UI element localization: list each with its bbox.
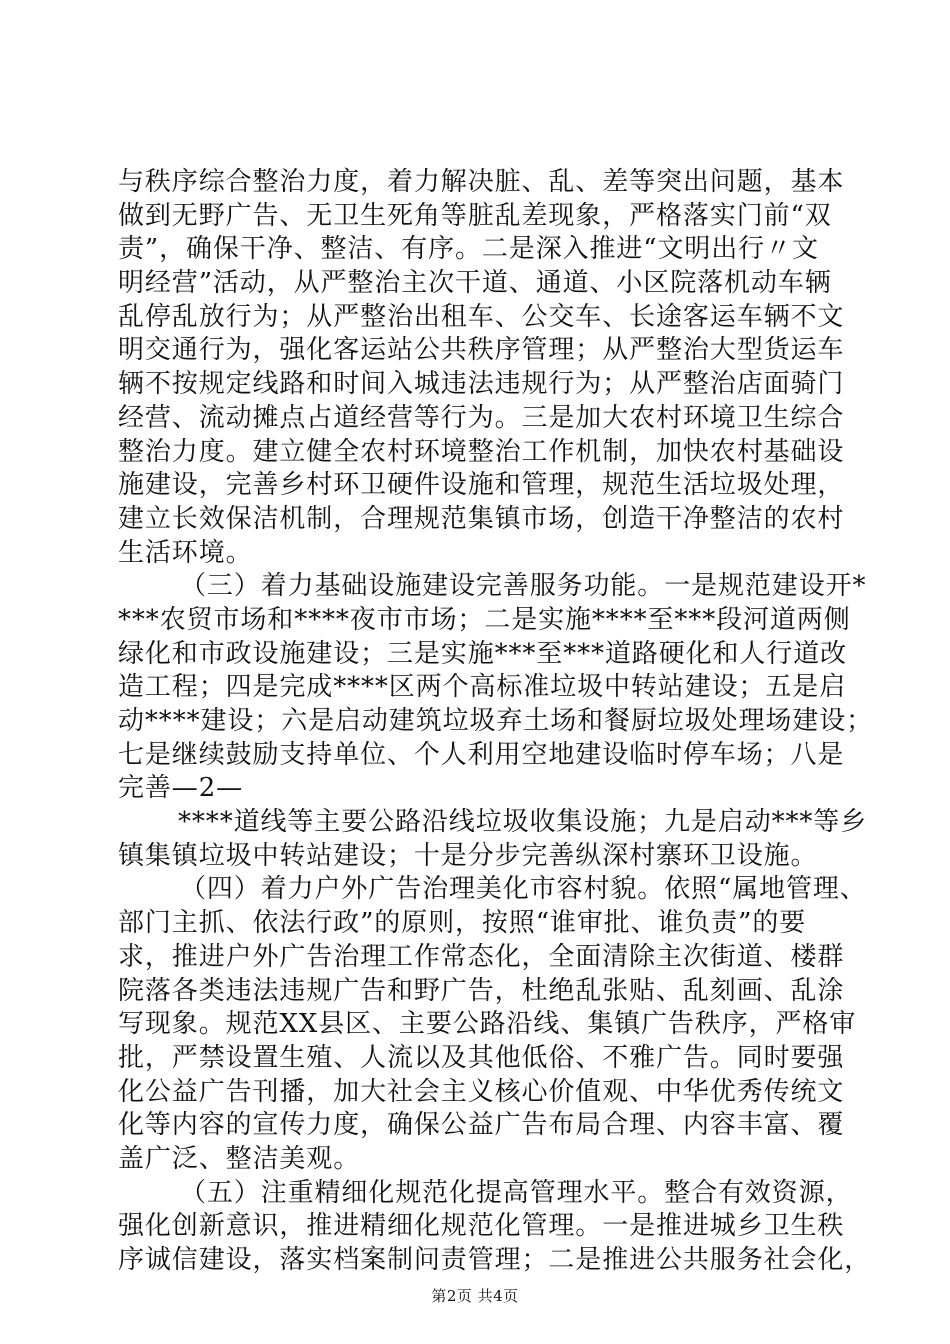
text-line: 镇集镇垃圾中转站建设；十是分步完善纵深村寨环卫设施。: [118, 840, 818, 871]
text-line: 整治力度。建立健全农村环境整治工作机制，加快农村基础设: [118, 436, 845, 467]
text-line: 批，严禁设置生殖、人流以及其他低俗、不雅广告。同时要强: [118, 1042, 845, 1073]
text-line: 院落各类违法违规广告和野广告，杜绝乱张贴、乱刻画、乱涂: [118, 975, 845, 1006]
text-line: 强化创新意识，推进精细化规范化管理。一是推进城乡卫生秩: [118, 1211, 845, 1242]
section-heading-5: （五）注重精细化规范化提高管理水平。整合有效资源，: [180, 1177, 853, 1208]
text-line: 求，推进户外广告治理工作常态化，全面清除主次街道、楼群: [118, 941, 845, 972]
text-line: 辆不按规定线路和时间入城违法违规行为；从严整治店面骑门: [118, 369, 845, 400]
text-line: 盖广泛、整洁美观。: [118, 1143, 361, 1174]
text-line: 写现象。规范XX县区、主要公路沿线、集镇广告秩序，严格审: [118, 1009, 857, 1040]
text-line: 明交通行为，强化客运站公共秩序管理；从严整治大型货运车: [118, 335, 845, 366]
text-line: 建立长效保洁机制，合理规范集镇市场，创造干净整洁的农村: [118, 503, 845, 534]
text-line: 经营、流动摊点占道经营等行为。三是加大农村环境卫生综合: [118, 402, 845, 433]
section-heading-4: （四）着力户外广告治理美化市容村貌。依照“属地管理、: [180, 874, 867, 905]
text-line: 部门主抓、依法行政”的原则，按照“谁审批、谁负责”的要: [118, 908, 807, 939]
text-line: 责”，确保干净、整洁、有序。二是深入推进“文明出行〃文: [118, 234, 819, 265]
text-line: 完善—2—: [118, 773, 244, 804]
text-line: 施建设，完善乡村环卫硬件设施和管理，规范生活垃圾处理，: [118, 470, 845, 501]
text-line: ****道线等主要公路沿线垃圾收集设施；九是启动***等乡: [178, 807, 868, 838]
page-footer: 第2页 共4页: [431, 1287, 519, 1305]
section-heading-3: （三）着力基础设施建设完善服务功能。一是规范建设开*: [180, 571, 867, 602]
text-line: 化等内容的宣传力度，确保公益广告布局合理、内容丰富、覆: [118, 1110, 845, 1141]
text-line: 动****建设；六是启动建筑垃圾弃土场和餐厨垃圾处理场建设；: [118, 706, 874, 736]
text-line: ***农贸市场和****夜市市场；二是实施****至***段河道两侧: [118, 604, 851, 635]
text-line: 七是继续鼓励支持单位、个人利用空地建设临时停车场；八是: [118, 739, 845, 770]
text-line: 乱停乱放行为；从严整治出租车、公交车、长途客运车辆不文: [118, 301, 845, 332]
text-line: 明经营”活动，从严整治主次干道、通道、小区院落机动车辆: [118, 268, 832, 299]
body-text: [118, 166, 874, 1278]
text-line: 做到无野广告、无卫生死角等脏乱差现象，严格落实门前“双: [118, 200, 832, 231]
text-line: 序诚信建设，落实档案制问责管理；二是推进公共服务社会化，: [118, 1245, 872, 1275]
text-line: 造工程；四是完成****区两个高标准垃圾中转站建设；五是启: [118, 672, 847, 703]
text-line: 与秩序综合整治力度，着力解决脏、乱、差等突出问题，基本: [118, 167, 845, 197]
text-line: 生活环境。: [118, 537, 253, 568]
text-line: 绿化和市政设施建设；三是实施***至***道路硬化和人行道改: [118, 638, 848, 669]
text-line: 化公益广告刊播，加大社会主义核心价值观、中华优秀传统文: [118, 1076, 845, 1107]
